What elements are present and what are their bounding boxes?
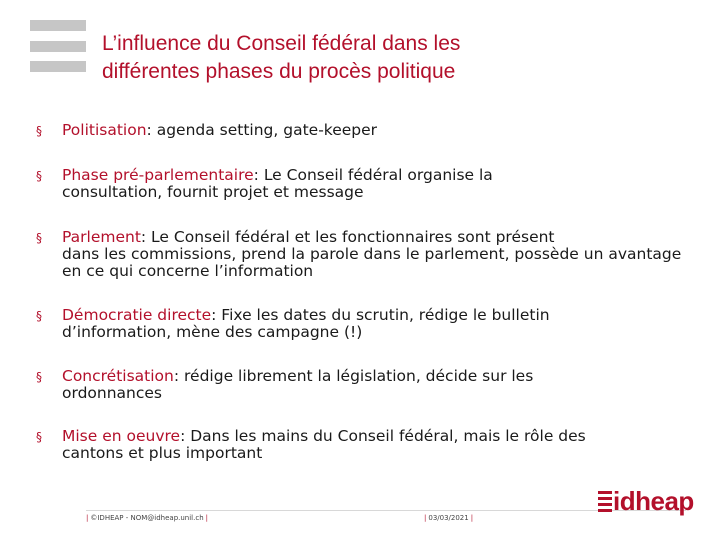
footer-divider (86, 510, 686, 511)
decorative-bar (30, 41, 86, 52)
bullet-text (62, 229, 692, 280)
decorative-bar (30, 61, 86, 72)
bullet-term: Démocratie directe (62, 306, 212, 324)
footer-contact-text: ©IDHEAP - NOM@idheap.unil.ch (90, 514, 204, 522)
footer-separator: | (424, 514, 427, 522)
bullet-description: : Fixe les dates du scrutin, rédige le bulletin (211, 306, 550, 324)
bullet-marker: § (36, 231, 42, 245)
bullet-description-continued: cantons et plus important (62, 444, 263, 462)
bullet-text (62, 167, 692, 201)
bullet-marker: § (36, 169, 42, 183)
bullet-description-continued: ordonnances (62, 384, 163, 402)
slide-title-line-1: L’influence du Conseil fédéral dans les (102, 32, 461, 55)
bullet-description: : Le Conseil fédéral et les fonctionnaires sont présent (140, 228, 555, 246)
footer-separator: | (470, 514, 474, 522)
bullet-term: Mise en oeuvre (62, 427, 181, 445)
idheap-logo (598, 486, 694, 520)
bullet-term: Parlement (62, 228, 141, 246)
bullet-marker: § (36, 370, 42, 384)
footer-separator: | (205, 514, 208, 522)
bullet-description-continued: d’information, mène des campagne (!) (62, 323, 363, 341)
bullet-term: Phase pré-parlementaire (62, 166, 254, 184)
bullet-description-continued: consultation, fournit projet et message (62, 183, 364, 201)
footer-contact (86, 514, 208, 522)
bullet-term: Politisation (62, 121, 147, 139)
bullet-text (62, 428, 692, 462)
logo-lines-icon (598, 491, 612, 513)
bullet-text (62, 122, 692, 139)
bullet-marker: § (36, 309, 42, 323)
slide-title (102, 30, 702, 86)
footer-date (424, 514, 473, 522)
footer-date-text: 03/03/2021 (428, 514, 469, 522)
bullet-text (62, 307, 692, 341)
bullet-term: Concrétisation (62, 367, 174, 385)
slide-title-line-2: différentes phases du procès politique (102, 60, 456, 83)
footer-separator: | (86, 514, 89, 522)
logo-wordmark: idheap (613, 486, 694, 516)
bullet-marker: § (36, 124, 42, 138)
bullet-description: : Dans les mains du Conseil fédéral, mais le rôle des (180, 427, 586, 445)
bullet-description-continued: dans les commissions, prend la parole dans le parlement, possède un avantage en ce qui concerne l’information (62, 245, 682, 280)
decorative-bar (30, 20, 86, 31)
bullet-description: : agenda setting, gate-keeper (146, 121, 378, 139)
bullet-description: : rédige librement la législation, décide sur les (173, 367, 534, 385)
bullet-marker: § (36, 430, 42, 444)
decorative-bars (30, 18, 86, 76)
bullet-text (62, 368, 692, 402)
bullet-description: : Le Conseil fédéral organise la (253, 166, 493, 184)
